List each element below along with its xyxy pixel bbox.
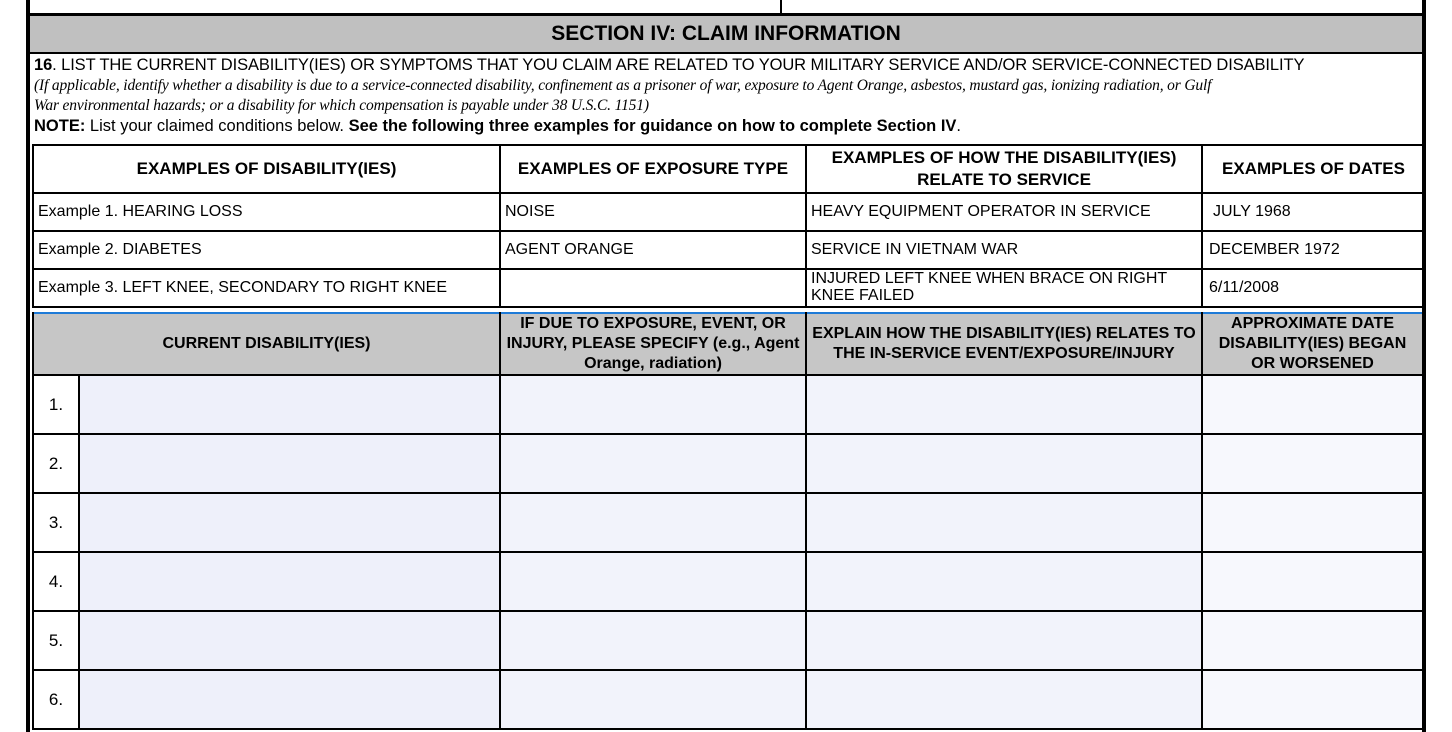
date-field-4[interactable] bbox=[1203, 553, 1422, 610]
disability-field-cell[interactable] bbox=[79, 434, 500, 493]
table-row bbox=[33, 493, 1423, 552]
exposure-field-cell[interactable] bbox=[500, 611, 806, 670]
date-field-cell[interactable] bbox=[1202, 670, 1423, 729]
examples-table bbox=[32, 144, 1426, 308]
examples-header-disability: EXAMPLES OF DISABILITY(IES) bbox=[33, 145, 500, 193]
exposure-field-cell[interactable] bbox=[500, 375, 806, 434]
column-divider bbox=[780, 0, 782, 13]
note-text: List your claimed conditions below. bbox=[85, 117, 349, 135]
date-field-cell[interactable] bbox=[1202, 375, 1423, 434]
section-title: SECTION IV: CLAIM INFORMATION bbox=[30, 16, 1422, 54]
explanation-field-4[interactable] bbox=[807, 553, 1201, 610]
disability-field-5[interactable] bbox=[80, 612, 499, 669]
example-exposure bbox=[500, 269, 806, 307]
table-row bbox=[33, 375, 1423, 434]
table-row bbox=[33, 611, 1423, 670]
disability-field-2[interactable] bbox=[80, 435, 499, 492]
explanation-field-3[interactable] bbox=[807, 494, 1201, 551]
exposure-field-5[interactable] bbox=[501, 612, 805, 669]
row-number: 2. bbox=[33, 434, 79, 493]
disability-field-cell[interactable] bbox=[79, 493, 500, 552]
explanation-field-1[interactable] bbox=[807, 376, 1201, 433]
question-text: . LIST THE CURRENT DISABILITY(IES) OR SYMPTOMS THAT YOU CLAIM ARE RELATED TO YOUR MILITARY SERVICE AND/OR SERVICE-CONNECTED DISABILITY bbox=[52, 56, 1305, 74]
example-exposure: AGENT ORANGE bbox=[500, 231, 806, 269]
example-date: JULY 1968 bbox=[1202, 193, 1425, 231]
examples-header-dates: EXAMPLES OF DATES bbox=[1202, 145, 1425, 193]
note bbox=[34, 118, 1424, 138]
disability-field-6[interactable] bbox=[80, 671, 499, 728]
date-field-3[interactable] bbox=[1203, 494, 1422, 551]
date-field-cell[interactable] bbox=[1202, 434, 1423, 493]
example-row bbox=[33, 193, 1425, 231]
example-relation: HEAVY EQUIPMENT OPERATOR IN SERVICE bbox=[806, 193, 1202, 231]
example-disability: Example 3. LEFT KNEE, SECONDARY TO RIGHT KNEE bbox=[33, 269, 500, 307]
header-current-disability: CURRENT DISABILITY(IES) bbox=[33, 313, 500, 375]
table-row bbox=[33, 552, 1423, 611]
date-field-cell[interactable] bbox=[1202, 552, 1423, 611]
header-approximate-date: APPROXIMATE DATE DISABILITY(IES) BEGAN OR WORSENED bbox=[1202, 313, 1423, 375]
explanation-field-5[interactable] bbox=[807, 612, 1201, 669]
row-number: 4. bbox=[33, 552, 79, 611]
example-disability: Example 1. HEARING LOSS bbox=[33, 193, 500, 231]
instruction-line-1: (If applicable, identify whether a disability is due to a service-connected disability, confinement as a prisoner of war, exposure to Agent Orange, asbestos, mustard gas, ionizing radiation, or Gulf bbox=[34, 77, 1212, 94]
example-row bbox=[33, 231, 1425, 269]
date-field-cell[interactable] bbox=[1202, 493, 1423, 552]
date-field-1[interactable] bbox=[1203, 376, 1422, 433]
example-relation: INJURED LEFT KNEE WHEN BRACE ON RIGHT KNEE FAILED bbox=[806, 269, 1202, 307]
item-16-question bbox=[34, 57, 1424, 78]
date-field-cell[interactable] bbox=[1202, 611, 1423, 670]
exposure-field-1[interactable] bbox=[501, 376, 805, 433]
exposure-field-cell[interactable] bbox=[500, 670, 806, 729]
date-field-6[interactable] bbox=[1203, 671, 1422, 728]
example-row bbox=[33, 269, 1425, 307]
examples-header-relation: EXAMPLES OF HOW THE DISABILITY(IES) RELATE TO SERVICE bbox=[806, 145, 1202, 193]
exposure-field-cell[interactable] bbox=[500, 552, 806, 611]
table-row bbox=[33, 434, 1423, 493]
exposure-field-2[interactable] bbox=[501, 435, 805, 492]
examples-header-row bbox=[33, 145, 1425, 193]
header-exposure-specify: IF DUE TO EXPOSURE, EVENT, OR INJURY, PLEASE SPECIFY (e.g., Agent Orange, radiation) bbox=[500, 313, 806, 375]
example-date: 6/11/2008 bbox=[1202, 269, 1425, 307]
exposure-field-3[interactable] bbox=[501, 494, 805, 551]
table-row bbox=[33, 670, 1423, 729]
item-number: 16 bbox=[34, 56, 53, 74]
explanation-field-cell[interactable] bbox=[806, 670, 1202, 729]
disability-field-1[interactable] bbox=[80, 376, 499, 433]
explanation-field-cell[interactable] bbox=[806, 552, 1202, 611]
date-field-5[interactable] bbox=[1203, 612, 1422, 669]
exposure-field-cell[interactable] bbox=[500, 493, 806, 552]
explanation-field-cell[interactable] bbox=[806, 375, 1202, 434]
disability-field-cell[interactable] bbox=[79, 611, 500, 670]
row-number: 1. bbox=[33, 375, 79, 434]
note-end: . bbox=[956, 117, 962, 135]
disability-field-cell[interactable] bbox=[79, 375, 500, 434]
examples-header-exposure: EXAMPLES OF EXPOSURE TYPE bbox=[500, 145, 806, 193]
row-number: 6. bbox=[33, 670, 79, 729]
row-number: 3. bbox=[33, 493, 79, 552]
item-16-instructions bbox=[34, 57, 1424, 138]
instruction-line-2: War environmental hazards; or a disability for which compensation is payable under 38 U.S.C. 1151) bbox=[34, 97, 649, 114]
row-number: 5. bbox=[33, 611, 79, 670]
explanation-field-cell[interactable] bbox=[806, 611, 1202, 670]
claimed-conditions-table bbox=[32, 312, 1424, 730]
example-exposure: NOISE bbox=[500, 193, 806, 231]
disability-field-cell[interactable] bbox=[79, 552, 500, 611]
entries-header-row bbox=[33, 313, 1423, 375]
exposure-field-cell[interactable] bbox=[500, 434, 806, 493]
example-date: DECEMBER 1972 bbox=[1202, 231, 1425, 269]
exposure-field-6[interactable] bbox=[501, 671, 805, 728]
example-disability: Example 2. DIABETES bbox=[33, 231, 500, 269]
explanation-field-2[interactable] bbox=[807, 435, 1201, 492]
explanation-field-6[interactable] bbox=[807, 671, 1201, 728]
note-label: NOTE: bbox=[34, 117, 86, 135]
form-page bbox=[26, 0, 1426, 732]
exposure-field-4[interactable] bbox=[501, 553, 805, 610]
explanation-field-cell[interactable] bbox=[806, 493, 1202, 552]
disability-field-3[interactable] bbox=[80, 494, 499, 551]
header-explanation: EXPLAIN HOW THE DISABILITY(IES) RELATES TO THE IN-SERVICE EVENT/EXPOSURE/INJURY bbox=[806, 313, 1202, 375]
date-field-2[interactable] bbox=[1203, 435, 1422, 492]
disability-field-4[interactable] bbox=[80, 553, 499, 610]
explanation-field-cell[interactable] bbox=[806, 434, 1202, 493]
disability-field-cell[interactable] bbox=[79, 670, 500, 729]
example-relation: SERVICE IN VIETNAM WAR bbox=[806, 231, 1202, 269]
previous-section-strip bbox=[30, 0, 1422, 16]
note-bold-text: See the following three examples for guidance on how to complete Section IV bbox=[348, 117, 957, 135]
